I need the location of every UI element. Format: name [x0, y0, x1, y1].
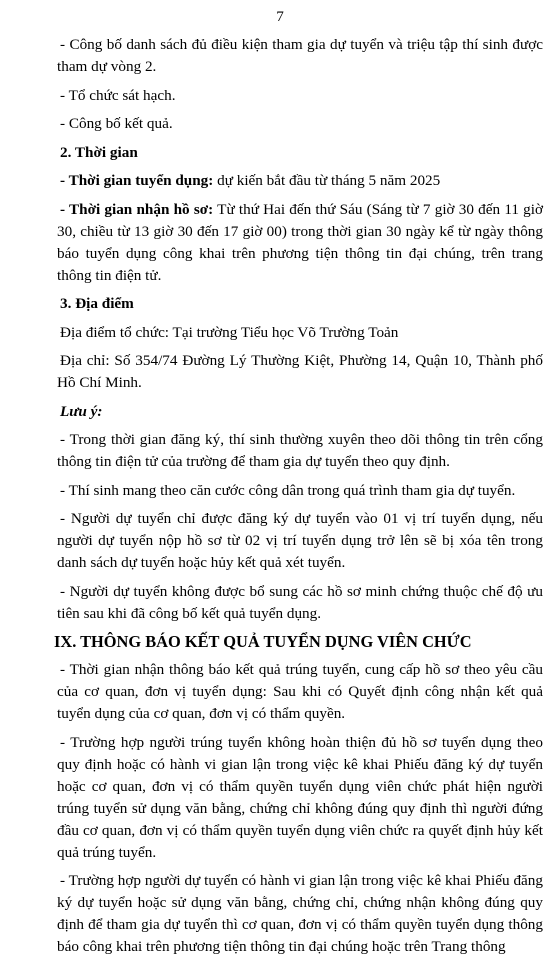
text-recruitment-time: dự kiến bắt đầu từ tháng 5 năm 2025	[213, 172, 441, 189]
paragraph-note-one-position: - Người dự tuyển chỉ được đăng ký dự tuyển vào 01 vị trí tuyển dụng, nếu người dự tuyển nộp hồ sơ từ 02 vị trí tuyển dụng trở lên sẽ bị xóa tên trong danh sách dự tuyển hoặc hủy kết quả xét tuyển.	[57, 510, 543, 571]
paragraph-address: Địa chỉ: Số 354/74 Đường Lý Thường Kiệt, Phường 14, Quận 10, Thành phố Hồ Chí Minh.	[57, 352, 543, 391]
label-recruitment-time: - Thời gian tuyển dụng:	[60, 172, 214, 189]
paragraph-organize-test: - Tổ chức sát hạch.	[60, 86, 176, 104]
heading-time: 2. Thời gian	[60, 143, 138, 161]
paragraph-cancel-result: - Trường hợp người trúng tuyển không hoàn thiện đủ hồ sơ tuyển dụng theo quy định hoặc có hành vi gian lận trong việc kê khai Phiếu đăng ký dự tuyển hoặc cơ quan, đơn vị có thẩm quyền tuyển dụng viên chức phát hiện người trúng tuyển sử dụng văn bằng, chứng chỉ không đúng quy định thì người đứng đầu cơ quan, đơn vị có thẩm quyền tuyển dụng viên chức ra quyết định hủy kết quả trúng tuyển.	[57, 733, 543, 861]
heading-note	[57, 401, 543, 423]
paragraph-recruitment-time	[57, 170, 543, 192]
paragraph-venue: Địa điểm tổ chức: Tại trường Tiểu học Võ Trường Toản	[60, 323, 399, 341]
paragraph-publish-list: - Công bố danh sách đủ điều kiện tham gia dự tuyển và triệu tập thí sinh được tham dự vòng 2.	[57, 36, 543, 75]
paragraph-note-no-supplement: - Người dự tuyển không được bổ sung các hồ sơ minh chứng thuộc chế độ ưu tiên sau khi đã công bố kết quả tuyển dụng.	[57, 582, 543, 622]
document-body	[54, 34, 543, 965]
paragraph-fraud-case: - Trường hợp người dự tuyển có hành vi gian lận trong việc kê khai Phiếu đăng ký dự tuyển hoặc sử dụng văn bằng, chứng chỉ, chứng nhận không đúng quy định để tham gia dự tuyển thì cơ quan, đơn vị có thẩm quyền tuyển dụng thông báo công khai trên phương tiện thông tin đại chúng hoặc trên Trang thông	[57, 872, 543, 955]
paragraph-result-notice-time: - Thời gian nhận thông báo kết quả trúng tuyển, cung cấp hồ sơ theo yêu cầu của cơ quan, đơn vị tuyển dụng: Sau khi có Quyết định công nhận kết quả tuyển dụng của cơ quan, đơn vị có thẩm quyền.	[57, 661, 543, 722]
label-application-time: - Thời gian nhận hồ sơ:	[60, 200, 214, 218]
heading-section-ix: IX. THÔNG BÁO KẾT QUẢ TUYỂN DỤNG VIÊN CHỨC	[54, 632, 472, 651]
text-application-time: Từ thứ Hai đến thứ Sáu (Sáng từ 7 giờ 30 đến 11 giờ 30, chiều từ 13 giờ 30 đến 17 giờ 00) trong thời gian 30 ngày kể từ ngày thông báo tuyển dụng công khai trên phương tiện thông tin đại chúng, trên trang thông tin điện tử.	[57, 200, 543, 284]
note-label: Lưu ý:	[60, 402, 103, 420]
paragraph-note-id-card: - Thí sinh mang theo căn cước công dân trong quá trình tham gia dự tuyển.	[60, 481, 516, 499]
paragraph-note-follow-info: - Trong thời gian đăng ký, thí sinh thường xuyên theo dõi thông tin trên cổng thông tin điện tử của trường để tham gia dự tuyển theo quy định.	[57, 431, 543, 470]
paragraph-publish-results: - Công bố kết quả.	[60, 115, 173, 132]
page-number: 7	[276, 8, 284, 25]
paragraph-application-time	[57, 199, 543, 287]
heading-place: 3. Địa điểm	[60, 295, 134, 312]
